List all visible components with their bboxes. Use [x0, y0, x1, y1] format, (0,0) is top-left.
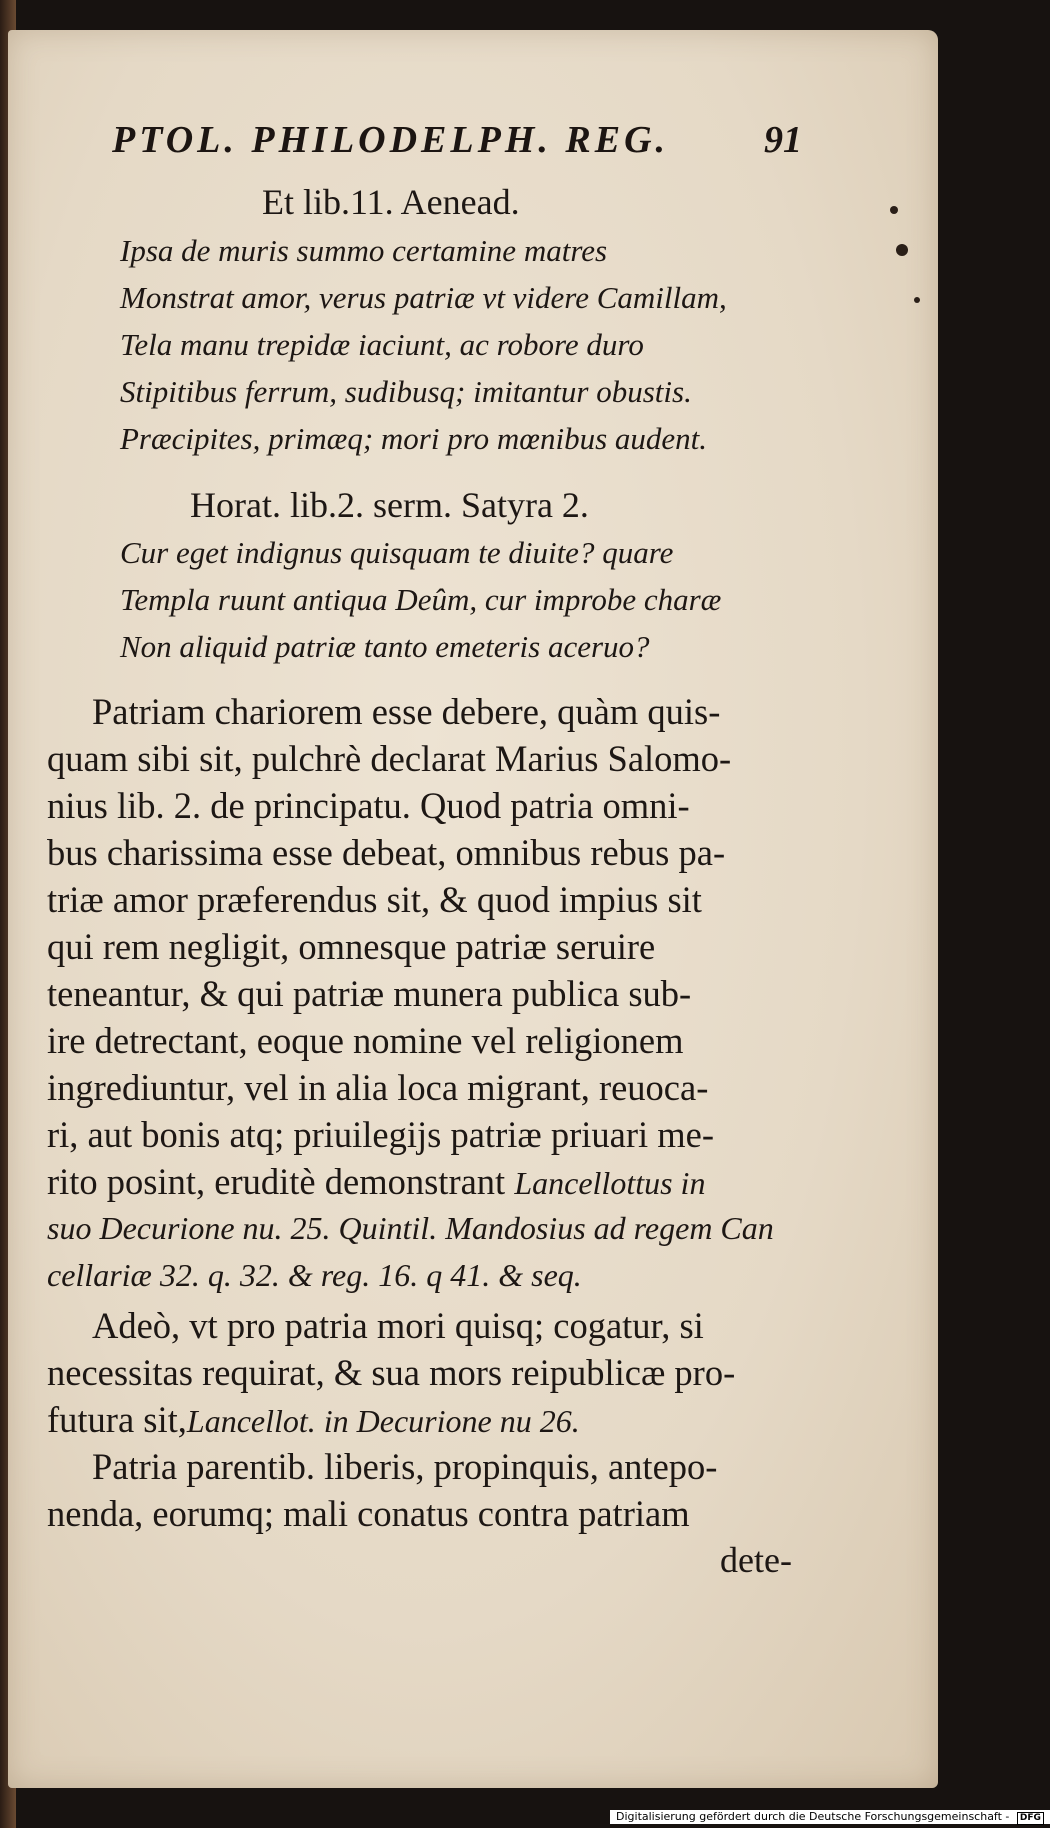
body-line: Patria parentib. liberis, propinquis, antepo-: [92, 1446, 718, 1487]
body-line: Adeò, vt pro patria mori quisq; cogatur, si: [92, 1305, 704, 1346]
catchword: dete-: [720, 1540, 792, 1580]
quote-heading: Et lib.11. Aenead.: [262, 182, 520, 222]
verse-line: Templa ruunt antiqua Deûm, cur improbe charæ: [120, 582, 722, 617]
body-line: [47, 1398, 580, 1441]
verse-line: Ipsa de muris summo certamine matres: [120, 233, 608, 268]
verse-line: Non aliquid patriæ tanto emeteris aceruo?: [120, 629, 650, 664]
body-text: futura sit,: [47, 1399, 187, 1440]
body-line: ri, aut bonis atq; priuilegijs patriæ priuari me-: [47, 1114, 714, 1155]
running-title: PTOL. PHILODELPH. REG.: [112, 119, 670, 161]
page-stain-dot: [914, 297, 920, 303]
verse-line: Stipitibus ferrum, sudibusq; imitantur obustis.: [120, 374, 692, 409]
verse-line: Tela manu trepidæ iaciunt, ac robore duro: [120, 327, 644, 362]
page-stain-dot: [896, 244, 908, 256]
page-stain-dot: [890, 206, 898, 214]
body-line: necessitas requirat, & sua mors reipublicæ pro-: [47, 1352, 736, 1393]
quote-heading: Horat. lib.2. serm. Satyra 2.: [190, 485, 589, 525]
dfg-logo: DFG: [1017, 1812, 1044, 1825]
citation-line: cellariæ 32. q. 32. & reg. 16. q 41. & seq.: [47, 1257, 582, 1293]
body-line: Patriam chariorem esse debere, quàm quis-: [92, 691, 721, 732]
body-line: ingrediuntur, vel in alia loca migrant, reuoca-: [47, 1067, 709, 1108]
digitization-credit: [610, 1810, 1050, 1824]
credit-text: Digitalisierung gefördert durch die Deutsche Forschungsgemeinschaft -: [616, 1810, 1010, 1823]
page-number: 91: [764, 119, 802, 161]
citation-line: suo Decurione nu. 25. Quintil. Mandosius ad regem Can: [47, 1210, 774, 1246]
body-text: rito posint, eruditè demonstrant: [47, 1161, 506, 1202]
body-line: teneantur, & qui patriæ munera publica sub-: [47, 973, 692, 1014]
body-line: triæ amor præferendus sit, & quod impius sit: [47, 879, 702, 920]
running-header: [112, 118, 812, 168]
verse-line: Monstrat amor, verus patriæ vt videre Camillam,: [120, 280, 727, 315]
verse-line: Præcipites, primæq; mori pro mœnibus audent.: [120, 421, 708, 456]
body-line: ire detrectant, eoque nomine vel religionem: [47, 1020, 684, 1061]
body-line: bus charissima esse debeat, omnibus rebus pa-: [47, 832, 726, 873]
citation-text: Lancellot. in Decurione nu 26.: [186, 1403, 580, 1439]
verse-line: Cur eget indignus quisquam te diuite? quare: [120, 535, 674, 570]
body-line: quam sibi sit, pulchrè declarat Marius Salomo-: [47, 738, 732, 779]
citation-text: Lancellottus in: [514, 1165, 706, 1201]
body-line: nius lib. 2. de principatu. Quod patria omni-: [47, 785, 690, 826]
body-line: qui rem negligit, omnesque patriæ seruire: [47, 926, 656, 967]
body-line: nenda, eorumq; mali conatus contra patriam: [47, 1493, 690, 1534]
body-line: [47, 1160, 705, 1203]
